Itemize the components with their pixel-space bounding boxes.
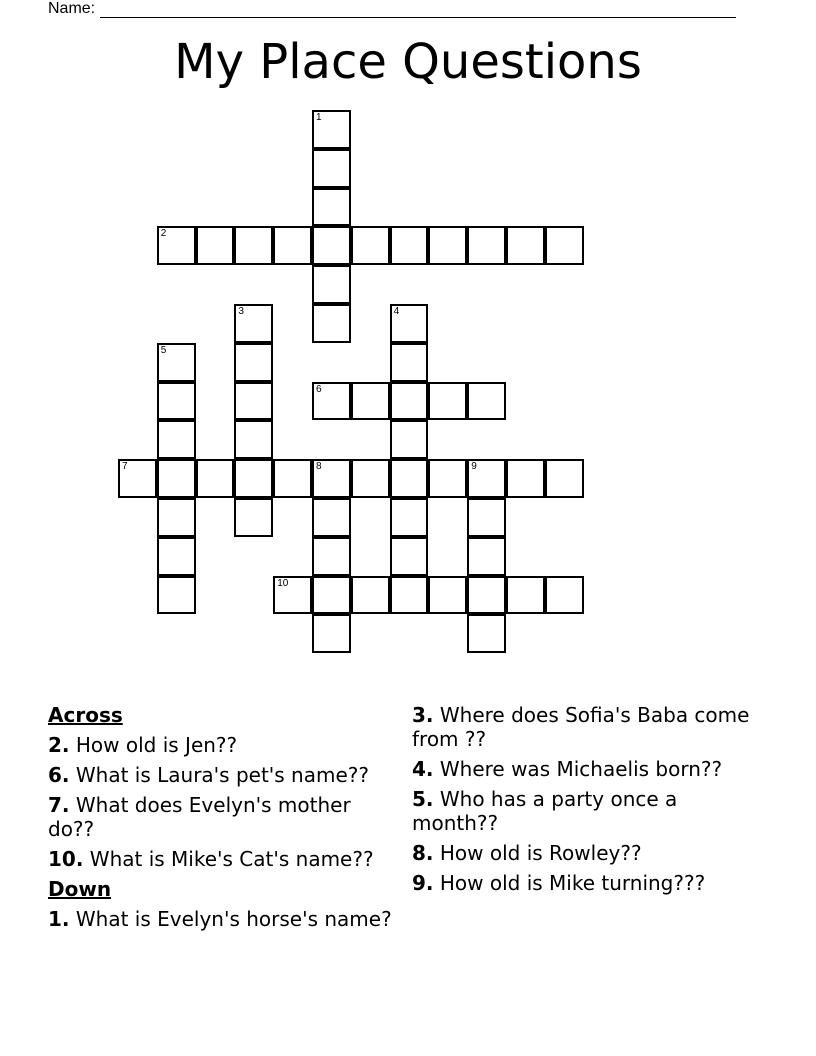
grid-cell[interactable] bbox=[428, 382, 467, 421]
clue-text: What is Laura's pet's name?? bbox=[75, 763, 370, 787]
grid-cell[interactable] bbox=[312, 576, 351, 615]
grid-cell[interactable] bbox=[312, 226, 351, 265]
name-underline[interactable] bbox=[100, 3, 736, 18]
down-heading: Down bbox=[48, 877, 112, 901]
cell-number: 3 bbox=[238, 306, 244, 317]
grid-cell[interactable] bbox=[157, 382, 196, 421]
cell-number: 7 bbox=[122, 461, 128, 473]
page-title: My Place Questions bbox=[174, 34, 642, 90]
clue-number: 4. bbox=[412, 757, 434, 781]
clue-text: How old is Jen?? bbox=[75, 733, 238, 757]
clue-text: Who has a party once a month?? bbox=[412, 787, 678, 835]
grid-cell[interactable] bbox=[467, 576, 506, 615]
clue-across-7 bbox=[48, 793, 393, 841]
grid-cell[interactable] bbox=[351, 382, 390, 421]
clue-down-8 bbox=[412, 841, 757, 865]
clue-down-9 bbox=[412, 871, 757, 895]
clue-down-4 bbox=[412, 757, 757, 781]
grid-cell[interactable] bbox=[196, 226, 235, 265]
clue-down-1 bbox=[48, 907, 393, 931]
grid-cell[interactable] bbox=[545, 576, 584, 615]
grid-cell[interactable] bbox=[545, 226, 584, 265]
grid-cell[interactable] bbox=[428, 226, 467, 265]
grid-cell[interactable] bbox=[428, 459, 467, 498]
grid-cell[interactable] bbox=[506, 226, 545, 265]
clue-number: 1. bbox=[48, 907, 70, 931]
cell-number: 2 bbox=[160, 228, 167, 240]
clue-across-6 bbox=[48, 763, 393, 787]
grid-cell[interactable] bbox=[312, 614, 351, 653]
grid-cell[interactable] bbox=[157, 498, 196, 537]
cell-number: 5 bbox=[160, 344, 167, 356]
grid-cell[interactable] bbox=[312, 498, 351, 537]
grid-cell[interactable] bbox=[157, 226, 196, 265]
cell-number: 8 bbox=[316, 461, 322, 473]
grid-cell[interactable] bbox=[467, 459, 506, 498]
grid-cell[interactable] bbox=[157, 537, 196, 576]
grid-cell[interactable] bbox=[312, 188, 351, 227]
grid-cell[interactable] bbox=[428, 576, 467, 615]
clue-number: 10. bbox=[48, 847, 84, 871]
grid-cell[interactable] bbox=[467, 226, 506, 265]
grid-cell[interactable] bbox=[506, 459, 545, 498]
grid-cell[interactable] bbox=[390, 304, 429, 343]
grid-cell[interactable] bbox=[118, 459, 157, 498]
clue-text: Where was Michaelis born?? bbox=[439, 757, 723, 781]
grid-cell[interactable] bbox=[467, 382, 506, 421]
grid-cell[interactable] bbox=[157, 343, 196, 382]
grid-cell[interactable] bbox=[467, 498, 506, 537]
grid-cell[interactable] bbox=[234, 304, 273, 343]
clue-text: What is Evelyn's horse's name? bbox=[75, 907, 392, 931]
grid-cell[interactable] bbox=[390, 576, 429, 615]
clue-number: 5. bbox=[412, 787, 434, 811]
grid-cell[interactable] bbox=[545, 459, 584, 498]
clue-down-5 bbox=[412, 787, 757, 835]
grid-cell[interactable] bbox=[506, 576, 545, 615]
grid-cell[interactable] bbox=[273, 576, 312, 615]
cell-number: 10 bbox=[277, 577, 289, 589]
grid-cell[interactable] bbox=[351, 459, 390, 498]
grid-cell[interactable] bbox=[390, 420, 429, 459]
grid-cell[interactable] bbox=[390, 498, 429, 537]
clue-number: 7. bbox=[48, 793, 70, 817]
grid-cell[interactable] bbox=[467, 614, 506, 653]
clue-text: How old is Rowley?? bbox=[439, 841, 642, 865]
clues-left-column bbox=[48, 703, 393, 937]
grid-cell[interactable] bbox=[234, 459, 273, 498]
clue-number: 6. bbox=[48, 763, 70, 787]
clue-number: 9. bbox=[412, 871, 434, 895]
cell-number: 4 bbox=[393, 306, 400, 317]
grid-cell[interactable] bbox=[234, 343, 273, 382]
name-label: Name: bbox=[48, 0, 96, 17]
grid-cell[interactable] bbox=[157, 420, 196, 459]
grid-cell[interactable] bbox=[234, 420, 273, 459]
grid-cell[interactable] bbox=[312, 110, 351, 149]
grid-cell[interactable] bbox=[390, 459, 429, 498]
grid-cell[interactable] bbox=[234, 498, 273, 537]
grid-cell[interactable] bbox=[312, 265, 351, 304]
grid-cell[interactable] bbox=[351, 226, 390, 265]
grid-cell[interactable] bbox=[312, 537, 351, 576]
cell-number: 1 bbox=[316, 112, 322, 123]
clue-text: What is Mike's Cat's name?? bbox=[89, 847, 374, 871]
clue-across-10 bbox=[48, 847, 393, 871]
grid-cell[interactable] bbox=[312, 149, 351, 188]
grid-cell[interactable] bbox=[273, 226, 312, 265]
grid-cell[interactable] bbox=[157, 576, 196, 615]
grid-cell[interactable] bbox=[312, 304, 351, 343]
grid-cell[interactable] bbox=[467, 537, 506, 576]
clues-right-column bbox=[412, 703, 757, 901]
grid-cell[interactable] bbox=[196, 459, 235, 498]
grid-cell[interactable] bbox=[157, 459, 196, 498]
grid-cell[interactable] bbox=[312, 459, 351, 498]
grid-cell[interactable] bbox=[312, 382, 351, 421]
clue-across-2 bbox=[48, 733, 393, 757]
grid-cell[interactable] bbox=[390, 382, 429, 421]
clue-number: 2. bbox=[48, 733, 70, 757]
clue-text: Where does Sofia's Baba come from ?? bbox=[412, 703, 750, 751]
grid-cell[interactable] bbox=[390, 343, 429, 382]
clue-number: 3. bbox=[412, 703, 434, 727]
clue-text: What does Evelyn's mother do?? bbox=[48, 793, 351, 841]
clue-text: How old is Mike turning??? bbox=[439, 871, 706, 895]
grid-cell[interactable] bbox=[273, 459, 312, 498]
grid-cell[interactable] bbox=[390, 537, 429, 576]
grid-cell[interactable] bbox=[234, 226, 273, 265]
clue-down-3 bbox=[412, 703, 757, 751]
grid-cell[interactable] bbox=[234, 382, 273, 421]
grid-cell[interactable] bbox=[390, 226, 429, 265]
clue-number: 8. bbox=[412, 841, 434, 865]
name-field bbox=[48, 0, 736, 18]
cell-number: 6 bbox=[316, 383, 322, 395]
grid-cell[interactable] bbox=[351, 576, 390, 615]
cell-number: 9 bbox=[471, 461, 477, 473]
across-heading: Across bbox=[48, 703, 123, 727]
